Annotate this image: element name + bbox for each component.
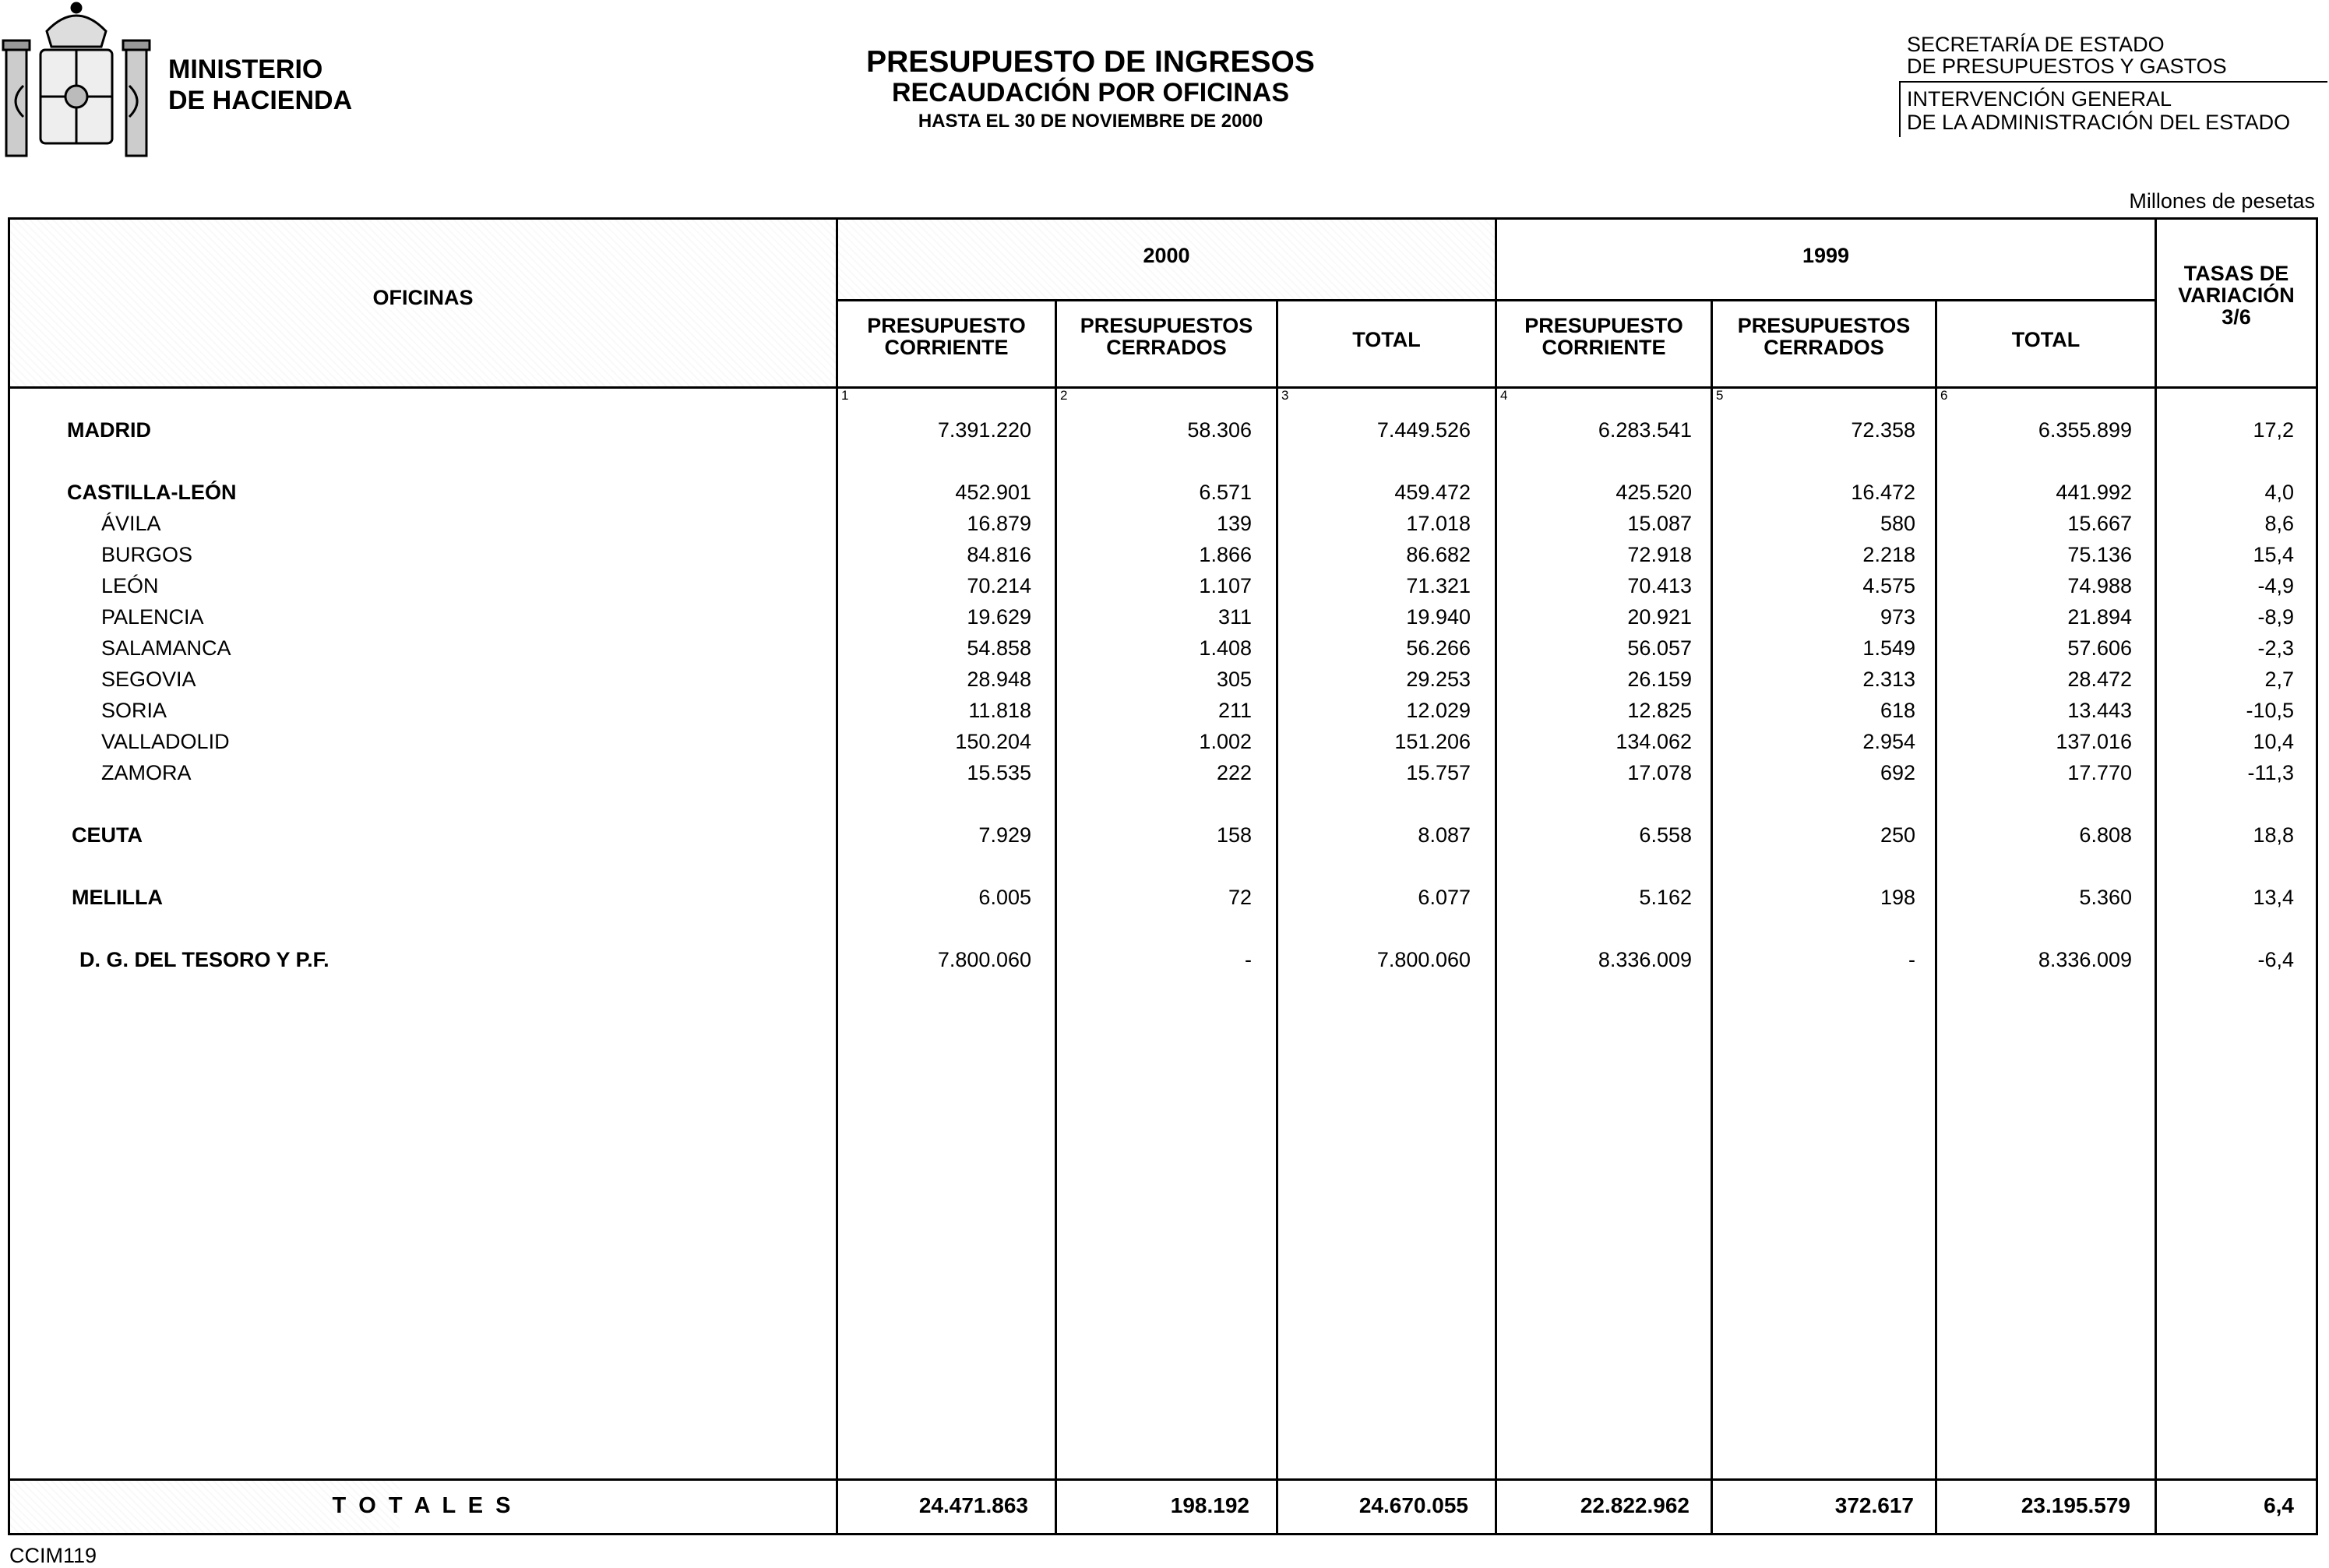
row-value: 15.535: [967, 761, 1031, 784]
row-value: 2.313: [1862, 668, 1915, 691]
row-value: 56.266: [1406, 636, 1471, 660]
row-value: 19.940: [1406, 605, 1471, 629]
row-label: CEUTA: [72, 823, 143, 847]
table-row: [0, 668, 2329, 699]
row-value: 1.107: [1199, 574, 1252, 597]
row-value: 21.894: [2067, 605, 2132, 629]
intervencion-line1: INTERVENCIÓN GENERAL: [1907, 87, 2172, 111]
row-value: 57.606: [2067, 636, 2132, 660]
row-value: 425.520: [1616, 481, 1692, 504]
row-value: -8,9: [2257, 605, 2294, 629]
intervencion-divider-vertical: [1899, 81, 1901, 137]
row-label: ZAMORA: [101, 761, 192, 784]
row-value: 84.816: [967, 543, 1031, 566]
total-value: 198.192: [1170, 1493, 1249, 1517]
table-row: [0, 886, 2329, 917]
row-value: 56.057: [1627, 636, 1692, 660]
report-subtitle: RECAUDACIÓN POR OFICINAS: [891, 78, 1290, 107]
row-value: 134.062: [1616, 730, 1692, 753]
header-1999-total: TOTAL: [2011, 328, 2081, 351]
row-value: 222: [1216, 761, 1252, 784]
row-value: 17.078: [1627, 761, 1692, 784]
row-value: 2.218: [1862, 543, 1915, 566]
row-value: 11.818: [968, 699, 1031, 722]
table-row: [0, 605, 2329, 636]
total-value: 24.670.055: [1358, 1493, 1468, 1517]
row-value: 973: [1880, 605, 1915, 629]
report-period: HASTA EL 30 DE NOVIEMBRE DE 2000: [918, 111, 1263, 132]
header-oficinas: OFICINAS: [372, 286, 474, 309]
row-value: 151.206: [1394, 730, 1471, 753]
table-row: [0, 823, 2329, 854]
row-value: 10,4: [2253, 730, 2294, 753]
header-2000-presupuestos-cerrados: PRESUPUESTOS CERRADOS: [1080, 314, 1253, 359]
table-row: [0, 543, 2329, 574]
row-value: 158: [1216, 823, 1252, 847]
row-value: 250: [1880, 823, 1915, 847]
column-number: 3: [1281, 388, 1289, 403]
table-row: [0, 512, 2329, 543]
row-value: -2,3: [2257, 636, 2294, 660]
intervencion-divider: [1899, 81, 2327, 83]
row-label: VALLADOLID: [101, 730, 230, 753]
row-value: 311: [1217, 605, 1252, 629]
row-value: 4.575: [1862, 574, 1915, 597]
row-value: 15.087: [1627, 512, 1692, 535]
row-value: -6,4: [2257, 948, 2294, 971]
ministry-name-line2: DE HACIENDA: [168, 86, 353, 115]
row-value: 198: [1880, 886, 1915, 909]
row-value: 7.800.060: [1376, 948, 1471, 971]
row-value: 8,6: [2264, 512, 2294, 535]
row-value: 6.355.899: [2038, 418, 2132, 442]
row-value: 15.757: [1406, 761, 1471, 784]
table-row: [0, 418, 2329, 449]
row-value: 6.558: [1639, 823, 1692, 847]
row-value: 8.336.009: [2038, 948, 2132, 971]
row-label: ÁVILA: [101, 512, 161, 535]
table-row: [0, 730, 2329, 761]
row-value: 459.472: [1394, 481, 1471, 504]
row-value: 1.002: [1199, 730, 1252, 753]
header-1999-presupuestos-cerrados: PRESUPUESTOS CERRADOS: [1737, 314, 1911, 359]
table-row: [0, 948, 2329, 979]
row-value: 6.283.541: [1598, 418, 1692, 442]
row-value: 74.988: [2067, 574, 2132, 597]
row-value: 4,0: [2264, 481, 2294, 504]
total-value: 23.195.579: [2021, 1493, 2130, 1517]
total-value: 22.822.962: [1580, 1493, 1689, 1517]
totals-label: T O T A L E S: [332, 1493, 514, 1518]
row-value: 5.360: [2079, 886, 2132, 909]
row-value: 7.449.526: [1376, 418, 1471, 442]
row-value: 86.682: [1406, 543, 1471, 566]
row-label: SALAMANCA: [101, 636, 231, 660]
row-value: 8.336.009: [1598, 948, 1692, 971]
row-label: BURGOS: [101, 543, 193, 566]
row-value: 692: [1880, 761, 1915, 784]
row-value: 17.770: [2067, 761, 2132, 784]
row-value: 75.136: [2067, 543, 2132, 566]
row-value: 6.005: [978, 886, 1031, 909]
total-value: 6,4: [2264, 1493, 2294, 1517]
row-value: 17,2: [2253, 418, 2294, 442]
row-value: 13,4: [2253, 886, 2294, 909]
column-number: 2: [1060, 388, 1068, 403]
row-value: 72: [1228, 886, 1252, 909]
row-value: 13.443: [2067, 699, 2132, 722]
row-value: -4,9: [2257, 574, 2294, 597]
table-row: [0, 699, 2329, 730]
header-1999-presupuesto-corriente: PRESUPUESTO CORRIENTE: [1524, 314, 1683, 359]
header-year-1999: 1999: [1802, 244, 1850, 267]
row-value: 28.948: [967, 668, 1031, 691]
report-title: PRESUPUESTO DE INGRESOS: [866, 45, 1315, 79]
header-2000-total: TOTAL: [1352, 328, 1421, 351]
column-number: 5: [1716, 388, 1724, 403]
row-value: 17.018: [1406, 512, 1471, 535]
total-value: 24.471.863: [918, 1493, 1028, 1517]
row-value: 19.629: [967, 605, 1031, 629]
row-value: 72.918: [1627, 543, 1692, 566]
row-value: 28.472: [2067, 668, 2132, 691]
row-label: PALENCIA: [101, 605, 204, 629]
coat-of-arms-logo: [0, 0, 153, 164]
column-number: 6: [1940, 388, 1948, 403]
row-value: 12.029: [1406, 699, 1471, 722]
row-value: 58.306: [1187, 418, 1252, 442]
row-label: SORIA: [101, 699, 167, 722]
row-value: 6.808: [2079, 823, 2132, 847]
row-value: 1.866: [1199, 543, 1252, 566]
units-label: Millones de pesetas: [2129, 189, 2315, 213]
header-2000-presupuesto-corriente: PRESUPUESTO CORRIENTE: [867, 314, 1026, 359]
row-value: 7.929: [978, 823, 1031, 847]
row-value: 139: [1216, 512, 1252, 535]
row-value: -: [1908, 948, 1915, 971]
row-value: 5.162: [1639, 886, 1692, 909]
table-row: [0, 574, 2329, 605]
row-value: 7.391.220: [937, 418, 1031, 442]
row-value: 15,4: [2253, 543, 2294, 566]
row-value: 580: [1880, 512, 1915, 535]
table-row: [0, 481, 2329, 512]
row-label: SEGOVIA: [101, 668, 196, 691]
row-value: -11,3: [2247, 761, 2294, 784]
table-row: [0, 761, 2329, 792]
row-value: 20.921: [1627, 605, 1692, 629]
row-value: 1.408: [1199, 636, 1252, 660]
row-label: CASTILLA-LEÓN: [67, 481, 237, 504]
row-value: 16.472: [1851, 481, 1915, 504]
row-value: 1.549: [1862, 636, 1915, 660]
row-value: 7.800.060: [937, 948, 1031, 971]
table-row: [0, 636, 2329, 668]
form-code: CCIM119: [9, 1544, 97, 1567]
column-number: 1: [841, 388, 849, 403]
row-value: 6.077: [1418, 886, 1471, 909]
row-value: 137.016: [2056, 730, 2132, 753]
intervencion-line2: DE LA ADMINISTRACIÓN DEL ESTADO: [1907, 111, 2291, 134]
row-value: -: [1245, 948, 1252, 971]
row-value: 70.413: [1627, 574, 1692, 597]
row-value: 29.253: [1406, 668, 1471, 691]
row-label: D. G. DEL TESORO Y P.F.: [79, 948, 329, 971]
row-label: MELILLA: [72, 886, 163, 909]
row-value: 8.087: [1418, 823, 1471, 847]
row-value: 16.879: [967, 512, 1031, 535]
row-value: 2.954: [1862, 730, 1915, 753]
row-value: 452.901: [955, 481, 1031, 504]
row-value: 70.214: [967, 574, 1031, 597]
row-label: LEÓN: [101, 574, 159, 597]
row-value: 618: [1880, 699, 1915, 722]
header-tasas: TASAS DE VARIACIÓN 3/6: [2178, 262, 2295, 329]
row-label: MADRID: [67, 418, 151, 442]
row-value: 305: [1216, 668, 1252, 691]
ministry-name-line1: MINISTERIO: [168, 55, 323, 84]
row-value: 72.358: [1851, 418, 1915, 442]
header-year-2000: 2000: [1143, 244, 1190, 267]
row-value: 150.204: [955, 730, 1031, 753]
row-value: 12.825: [1627, 699, 1692, 722]
row-value: -10,5: [2246, 699, 2294, 722]
row-value: 71.321: [1406, 574, 1471, 597]
row-value: 54.858: [967, 636, 1031, 660]
column-number: 4: [1500, 388, 1508, 403]
row-value: 26.159: [1627, 668, 1692, 691]
row-value: 15.667: [2067, 512, 2132, 535]
secretaria-line2: DE PRESUPUESTOS Y GASTOS: [1907, 55, 2227, 78]
row-value: 18,8: [2253, 823, 2294, 847]
row-value: 2,7: [2264, 668, 2294, 691]
total-value: 372.617: [1834, 1493, 1914, 1517]
secretaria-line1: SECRETARÍA DE ESTADO: [1907, 33, 2165, 56]
row-value: 6.571: [1199, 481, 1252, 504]
row-value: 441.992: [2056, 481, 2132, 504]
row-value: 211: [1217, 699, 1252, 722]
